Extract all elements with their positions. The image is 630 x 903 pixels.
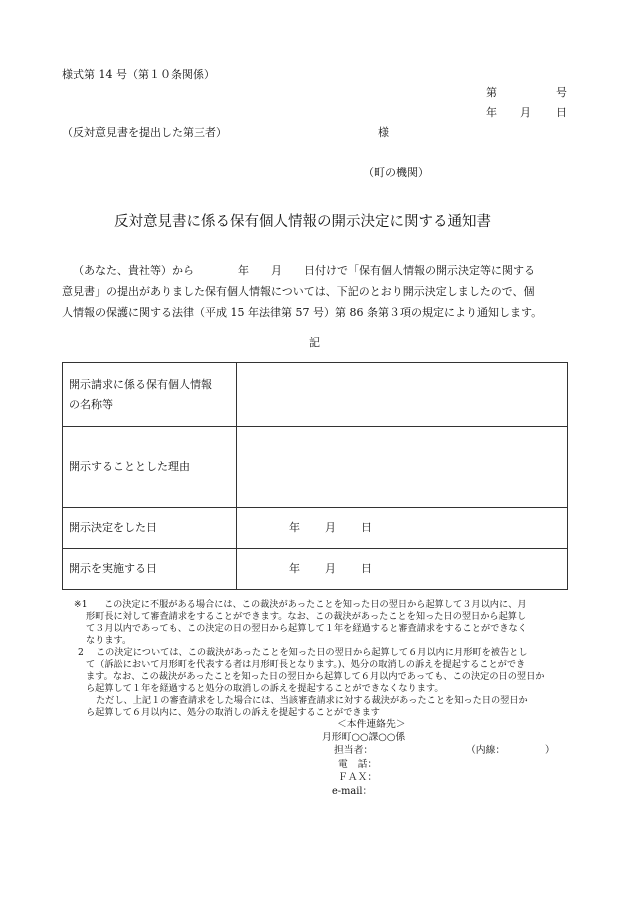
table-value-cell — [237, 427, 568, 508]
recipient-honorific: 様 — [378, 126, 389, 139]
document-title: 反対意見書に係る保有個人情報の開示決定に関する通知書 — [114, 214, 491, 230]
table-value-cell — [237, 363, 568, 427]
note-2-line-4: ら起算して１年を経過すると処分の取消しの訴えを提起することができなくなります。 — [86, 683, 444, 694]
decision-year-label: 年 — [289, 521, 300, 534]
row-label-info-name-line1: 開示請求に係る保有個人情報 — [69, 377, 212, 391]
body-line-2: 意見書」の提出がありました保有個人情報については、下記のとおり開示決定しましたので、個 — [62, 285, 535, 298]
note-3-line-2: ら起算して６月以内に、処分の取消しの訴えを提起することができます — [86, 707, 380, 718]
row-label-implementation-date: 開示を実施する日 — [63, 549, 237, 590]
contact-extension-label: （内線： — [466, 745, 506, 756]
implementation-month-label: 月 — [325, 562, 336, 575]
decision-table — [62, 362, 568, 590]
contact-department: 月形町○○課○○係 — [322, 732, 406, 743]
table-row — [63, 508, 568, 549]
table-date-cell — [237, 508, 568, 549]
implementation-year-label: 年 — [289, 562, 300, 575]
body-line-1: （あなた、貴社等）から 年 月 日付けで「保有個人情報の開示決定等に関する — [73, 264, 535, 277]
note-2-line-2: て（訴訟において月形町を代表する者は月形町長となります。)、処分の取消しの訴えを提起することができ — [86, 659, 526, 670]
implementation-day-label: 日 — [361, 562, 372, 575]
contact-phone-label: 電 話： — [338, 759, 378, 770]
contact-fax-label: ＦＡＸ： — [338, 772, 378, 783]
note-1-line-2: 形町長に対して審査請求をすることができます。なお、この裁決があったことを知った日の翌日から起算し — [86, 611, 527, 622]
ki-marker: 記 — [309, 336, 320, 349]
contact-person-label: 担当者： — [334, 745, 374, 756]
note-1-line-1: この決定に不服がある場合には、この裁決があったことを知った日の翌日から起算して３月以内に、月 — [104, 599, 527, 610]
body-line-3: 人情報の保護に関する法律（平成 15 年法律第 57 号）第 86 条第３項の規定により通知します。 — [62, 306, 543, 319]
recipient-name: （反対意見書を提出した第三者） — [62, 126, 227, 139]
contact-extension-close: ） — [545, 745, 555, 756]
decision-day-label: 日 — [361, 521, 372, 534]
table-row — [63, 363, 568, 427]
note-1-line-3: て３月以内であっても、この決定の日の翌日から起算して１年を経過すると審査請求をすることができなく — [86, 623, 527, 634]
row-label-reason: 開示することとした理由 — [63, 427, 237, 508]
table-row — [63, 427, 568, 508]
note-1-line-4: なります。 — [86, 635, 132, 646]
date-month-label: 月 — [520, 106, 531, 119]
row-label-info-name-line2: の名称等 — [69, 397, 113, 411]
issuer-name: （町の機関） — [363, 166, 429, 179]
form-number: 様式第 14 号（第１０条関係） — [62, 68, 215, 81]
contact-heading: ＜本件連絡先＞ — [337, 719, 406, 730]
note-1-mark: ※1 — [74, 599, 88, 610]
date-year-label: 年 — [486, 106, 497, 119]
note-3-line-1: ただし、上記１の審査請求をした場合には、当該審査請求に対する裁決があったことを知った日の翌日か — [96, 695, 528, 706]
note-2-line-3: ます。なお、この裁決があったことを知った日の翌日から起算して６月以内であっても、この決定の日の翌日か — [86, 671, 545, 682]
contact-email-label: e-mail： — [332, 786, 373, 797]
date-day-label: 日 — [556, 106, 567, 119]
document-number-suffix: 号 — [556, 86, 567, 99]
note-2-line-1: この決定については、この裁決があったことを知った日の翌日から起算して６月以内に月形町を被告とし — [96, 647, 528, 658]
row-label-decision-date: 開示決定をした日 — [63, 508, 237, 549]
note-2-mark: 2 — [78, 647, 84, 658]
table-row — [63, 549, 568, 590]
decision-month-label: 月 — [325, 521, 336, 534]
table-label-cell — [63, 363, 237, 427]
document-number-label: 第 — [486, 86, 497, 99]
table-date-cell — [237, 549, 568, 590]
